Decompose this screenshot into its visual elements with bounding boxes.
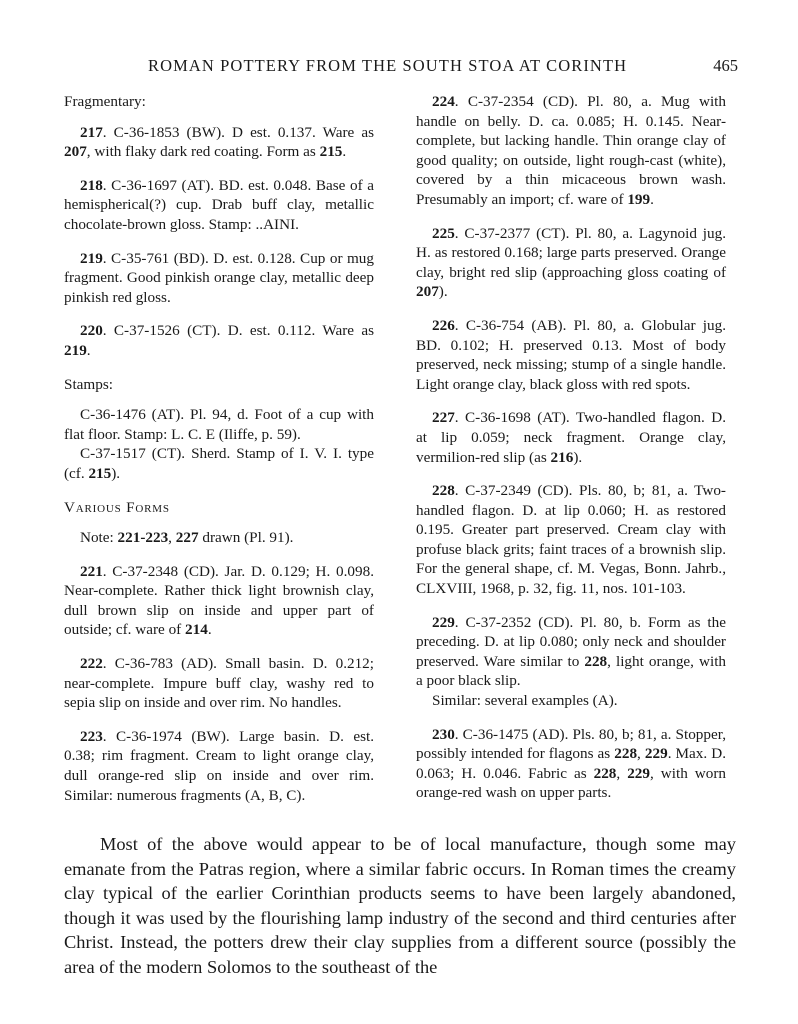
cross-reference: 216 — [550, 448, 574, 466]
right-column — [416, 92, 726, 817]
page-number: 465 — [713, 56, 738, 75]
catalog-entry-225: 225. C-37-2377 (CT). Pl. 80, a. Lagynoid jug. H. as restored 0.168; large parts preserved. Orange clay, bright red slip (approaching gloss coating of 207). — [416, 224, 726, 301]
body-text — [64, 832, 736, 980]
entry-number: 226 — [432, 316, 455, 334]
catalog-entry-227: 227. C-36-1698 (AT). Two-handled flagon. D. at lip 0.059; neck fragment. Orange clay, vermilion-red slip (as 216). — [416, 409, 726, 466]
catalog-entry-221: 221. C-37-2348 (CD). Jar. D. 0.129; H. 0.098. Near-complete. Rather thick light brownish clay, dull brown slip on inside and upper part of outside; cf. ware of 214. — [64, 562, 374, 639]
entry-number: 222 — [80, 655, 103, 673]
entry-number: 221 — [80, 562, 103, 580]
entry-number: 220 — [80, 322, 103, 340]
entry-number: 228 — [432, 482, 455, 500]
cross-reference: 229 — [627, 764, 650, 782]
entry-number: 225 — [432, 224, 455, 242]
cross-reference: 207 — [64, 143, 87, 161]
cross-reference: 228 — [614, 745, 638, 763]
cross-reference: 215 — [88, 464, 112, 482]
entry-number: 219 — [80, 249, 103, 267]
various-forms-heading: Various Forms — [64, 498, 170, 516]
cross-reference: 214 — [185, 621, 208, 639]
catalog-entry-220: 220. C-37-1526 (CT). D. est. 0.112. Ware as 219. — [64, 322, 374, 359]
stamps-heading: Stamps: — [64, 375, 113, 393]
cross-reference: 199 — [627, 190, 651, 208]
catalog-entry-229: 229. C-37-2352 (CD). Pl. 80, b. Form as the preceding. D. at lip 0.080; only neck and shoulder preserved. Ware similar to 228, light orange, with a poor black slip. — [416, 613, 727, 690]
catalog-entry-222: 222. C-36-783 (AD). Small basin. D. 0.212; near-complete. Impure buff clay, washy red to sepia slip on inside and over rim. No handles. — [64, 655, 374, 712]
entry-number: 217 — [80, 123, 103, 141]
catalog-entry-223: 223. C-36-1974 (BW). Large basin. D. est. 0.38; rim fragment. Cream to light orange clay, dull orange-red slip on inside and over rim. Similar: numerous fragments (A, B, C). — [64, 727, 374, 804]
entry-number: 230 — [432, 725, 455, 743]
left-column — [64, 92, 374, 819]
catalog-entry-224: 224. C-37-2354 (CD). Pl. 80, a. Mug with handle on belly. D. ca. 0.085; H. 0.145. Near-complete, but lacking handle. Thin orange clay of good quality; on outside, light rough-cast (white), covered by a thin micaceous brown wash. Presumably an import; cf. ware of 199. — [416, 93, 726, 208]
cross-reference: 221-223 — [117, 529, 169, 547]
catalog-entry-226: 226. C-36-754 (AB). Pl. 80, a. Globular jug. BD. 0.102; H. preserved 0.13. Most of body preserved, neck missing; stump of a single handle. Light orange clay, black gloss with red spots. — [416, 316, 726, 393]
catalog-entry-217: 217. C-36-1853 (BW). D est. 0.137. Ware as 207, with flaky dark red coating. Form as 215. — [64, 123, 374, 161]
running-header — [60, 56, 738, 80]
entry-number: 218 — [80, 176, 103, 194]
cross-reference: 227 — [175, 529, 199, 547]
entry-number: 227 — [432, 409, 455, 427]
cross-reference: 228 — [584, 652, 608, 670]
header-title: ROMAN POTTERY FROM THE SOUTH STOA AT CORINTH — [148, 56, 628, 75]
similar-note: Similar: several examples (A). — [432, 692, 618, 710]
cross-reference: 228 — [593, 764, 617, 782]
stamp-entry: C-36-1476 (AT). Pl. 94, d. Foot of a cup with flat floor. Stamp: L. C. E (Iliffe, p. 59). — [64, 406, 374, 443]
catalog-entry-228: 228. C-37-2349 (CD). Pls. 80, b; 81, a. Two-handled flagon. D. at lip 0.060; H. as restored 0.195. Greater part preserved. Cream clay with profuse black grits; faint traces of a brownish slip. For the general shape, cf. M. Vegas, Bonn. Jahrb., CLXVIII, 1968, p. 32, fig. 11, nos. 101-103. — [416, 482, 726, 598]
fragmentary-heading: Fragmentary: — [64, 93, 146, 110]
entry-number: 224 — [432, 93, 455, 110]
body-paragraph: Most of the above would appear to be of local manufacture, though some may emanate from the Patras region, where a similar fabric occurs. In Roman times the creamy clay typical of the earlier Corinthian products seems to have been largely abandoned, though it was used by the flourishing lamp industry of the second and third centuries after Christ. Instead, the potters drew their clay supplies from a different source (possibly the area of the modern Solomos to the southeast of the — [64, 834, 736, 977]
catalog-entry-218: 218. C-36-1697 (AT). BD. est. 0.048. Base of a hemispherical(?) cup. Drab buff clay, metallic chocolate-brown gloss. Stamp: ..AINI. — [64, 176, 374, 233]
note: Note: 221-223, 227 drawn (Pl. 91). — [80, 529, 294, 547]
stamp-entry: C-37-1517 (CT). Sherd. Stamp of I. V. I. type (cf. 215). — [64, 445, 374, 482]
cross-reference: 215 — [319, 143, 343, 161]
catalog-entry-230: 230. C-36-1475 (AD). Pls. 80, b; 81, a. Stopper, possibly intended for flagons as 228, 229. Max. D. 0.063; H. 0.046. Fabric as 228, 229, with worn orange-red wash on upper parts. — [416, 725, 727, 802]
catalog-entry-219: 219. C-35-761 (BD). D. est. 0.128. Cup or mug fragment. Good pinkish orange clay, metallic deep pinkish red gloss. — [64, 249, 374, 306]
entry-number: 229 — [432, 613, 455, 631]
entry-number: 223 — [80, 727, 103, 745]
cross-reference: 229 — [644, 745, 668, 763]
cross-reference: 219 — [64, 341, 87, 359]
cross-reference: 207 — [416, 283, 439, 301]
